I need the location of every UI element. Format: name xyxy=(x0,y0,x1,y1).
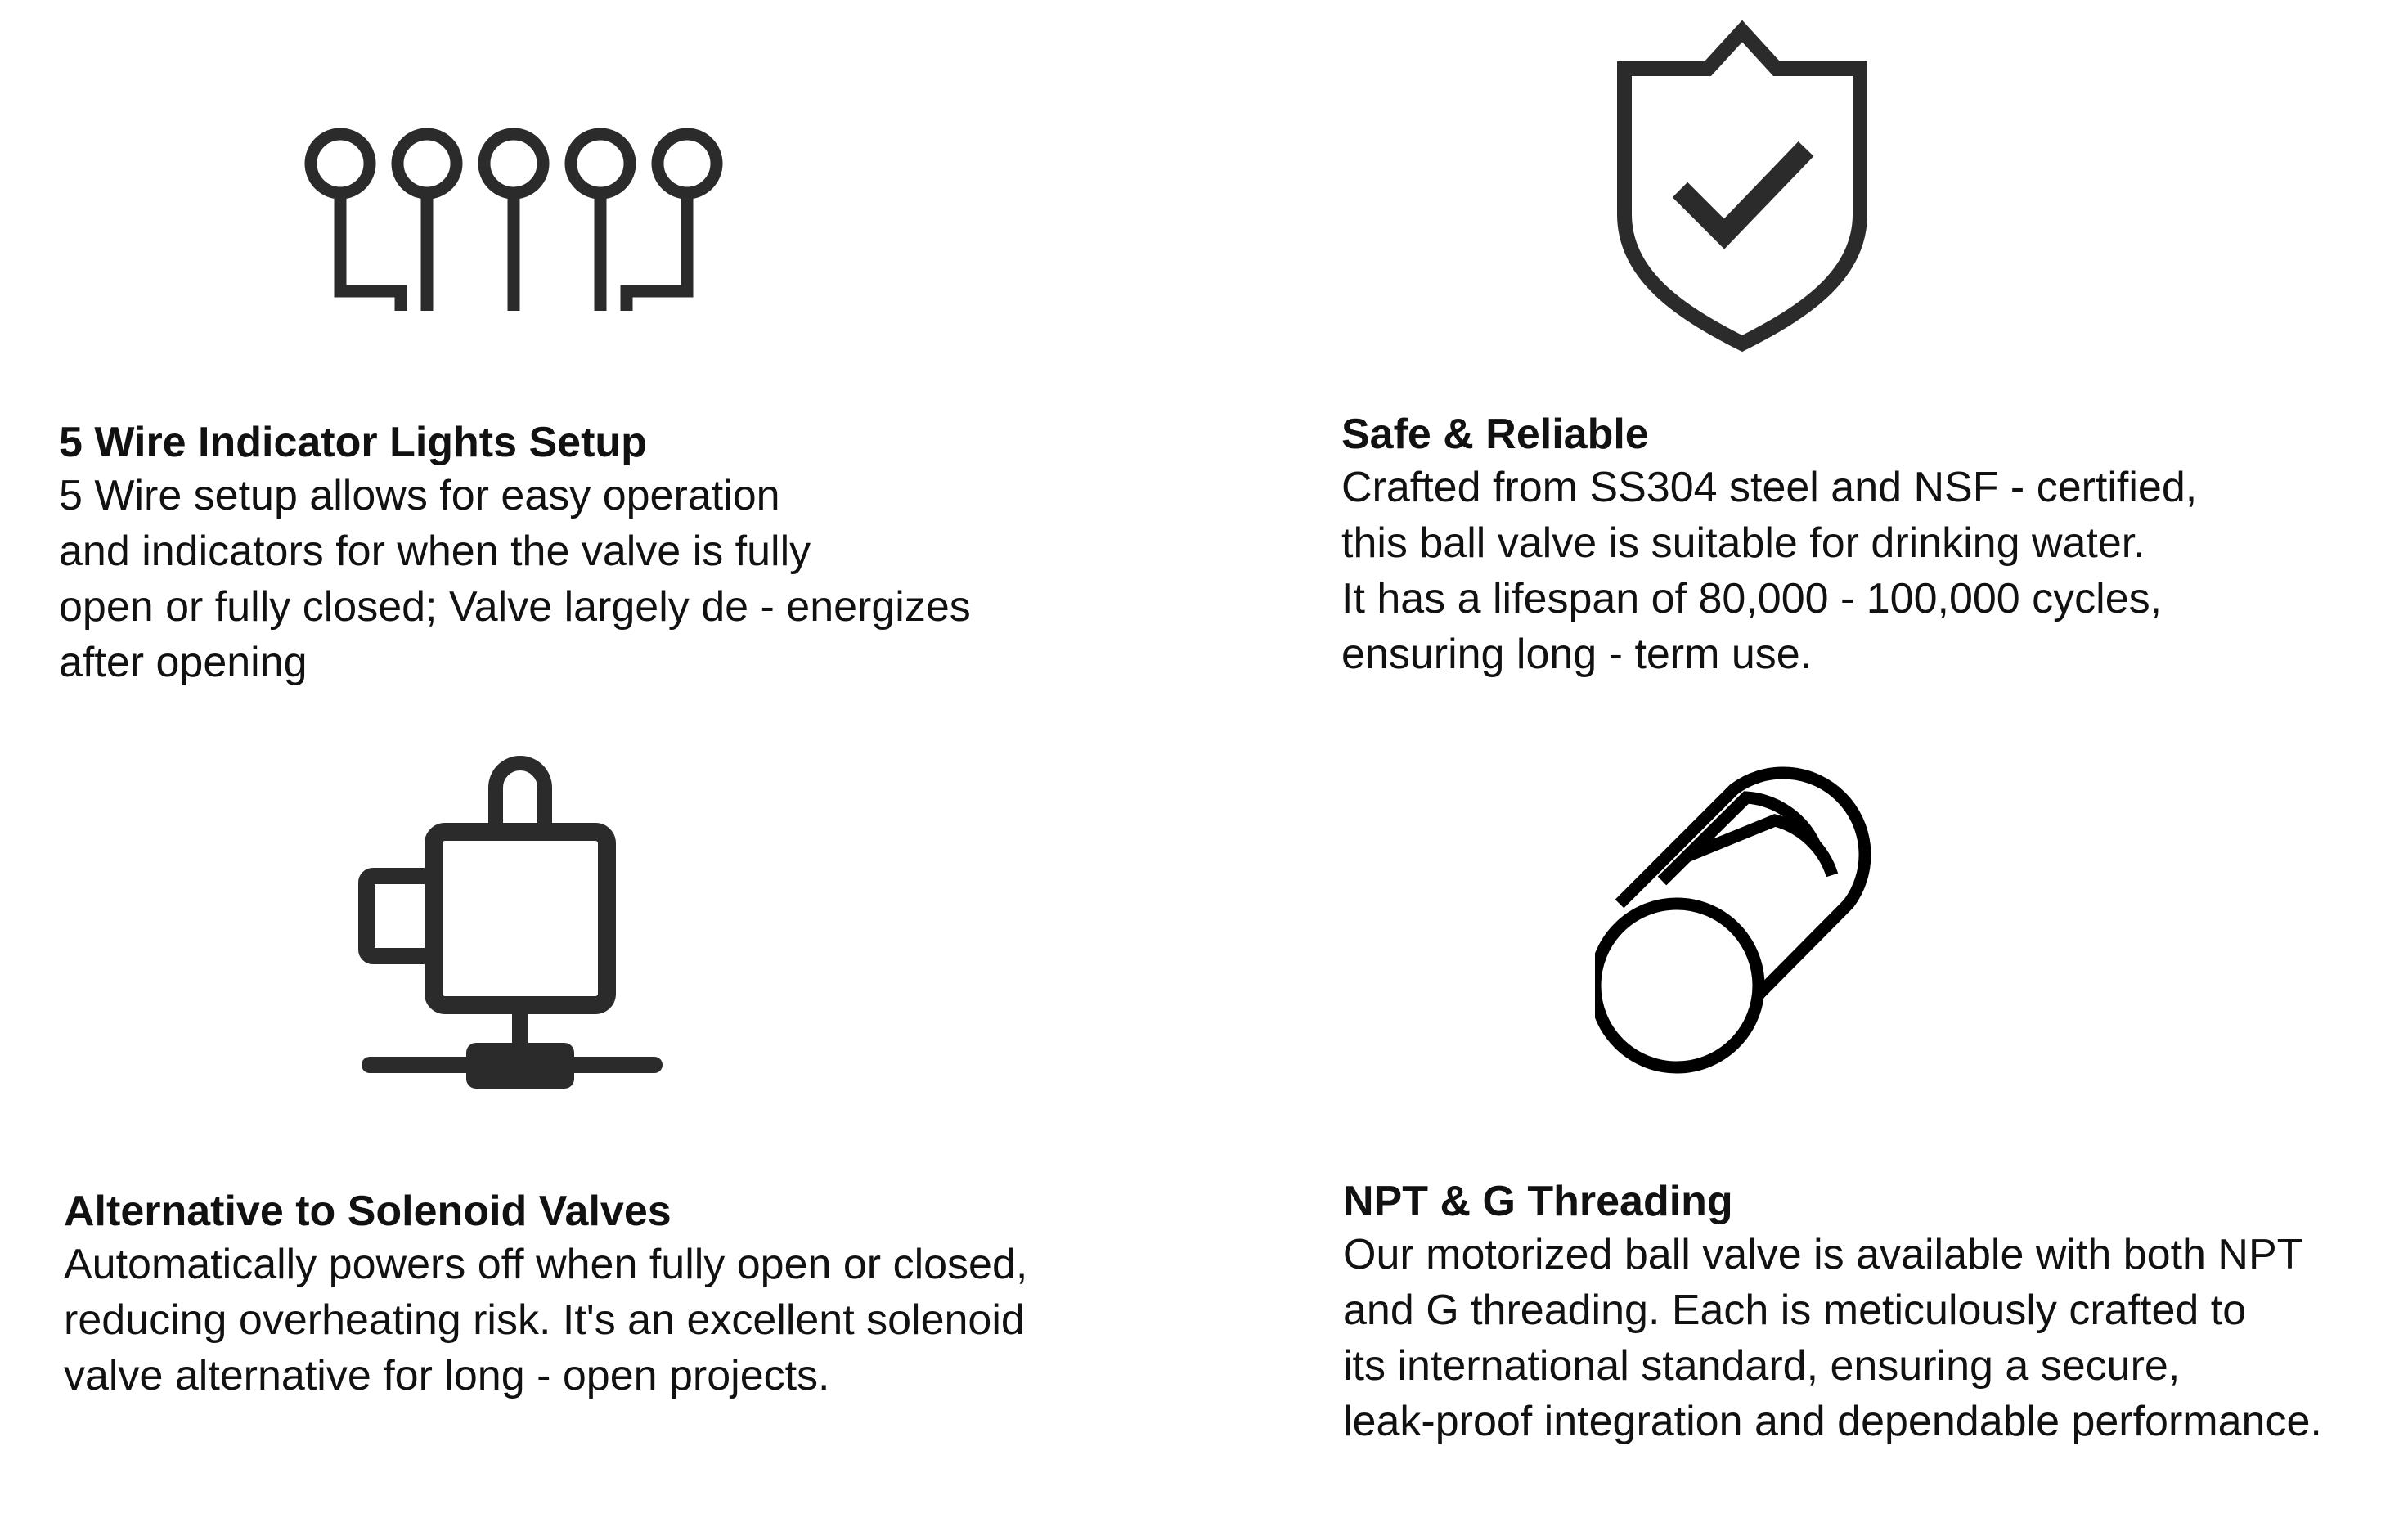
feature-block-safe-reliable xyxy=(1341,409,2197,682)
feature-description-line: open or fully closed; Valve largely de - energizes xyxy=(59,583,971,631)
feature-block-threading xyxy=(1343,1176,2322,1449)
solenoid-valve-icon xyxy=(352,748,679,1100)
feature-description-line: its international standard, ensuring a secure, xyxy=(1343,1342,2181,1390)
feature-title: Safe & Reliable xyxy=(1341,411,1649,458)
feature-block-five-wire xyxy=(59,417,971,690)
feature-description-line: and G threading. Each is meticulously crafted to xyxy=(1343,1287,2247,1334)
feature-description-line: this ball valve is suitable for drinking water. xyxy=(1341,519,2145,567)
feature-description-line: Automatically powers off when fully open or closed, xyxy=(64,1241,1028,1288)
threaded-pipe-icon xyxy=(1595,765,1939,1100)
feature-description-line: leak-proof integration and dependable performance. xyxy=(1343,1398,2322,1445)
feature-description-line: reducing overheating risk. It's an excellent solenoid xyxy=(64,1296,1025,1344)
feature-description-line: It has a lifespan of 80,000 - 100,000 cycles, xyxy=(1341,575,2163,622)
five-wire-icon xyxy=(303,123,728,319)
feature-description-line: Our motorized ball valve is available with both NPT xyxy=(1343,1231,2303,1278)
feature-description-line: and indicators for when the valve is fully xyxy=(59,528,811,575)
feature-description-line: after opening xyxy=(59,639,308,686)
feature-description-line: Crafted from SS304 steel and NSF - certified, xyxy=(1341,464,2198,511)
shield-check-icon xyxy=(1603,18,1881,353)
feature-title: Alternative to Solenoid Valves xyxy=(64,1188,672,1235)
feature-title: NPT & G Threading xyxy=(1343,1178,1733,1225)
feature-description-line: 5 Wire setup allows for easy operation xyxy=(59,472,780,519)
feature-title: 5 Wire Indicator Lights Setup xyxy=(59,419,647,466)
feature-description-line: ensuring long - term use. xyxy=(1341,631,1813,678)
feature-description-line: valve alternative for long - open projects. xyxy=(64,1352,830,1399)
feature-block-solenoid-alternative xyxy=(64,1186,1027,1403)
